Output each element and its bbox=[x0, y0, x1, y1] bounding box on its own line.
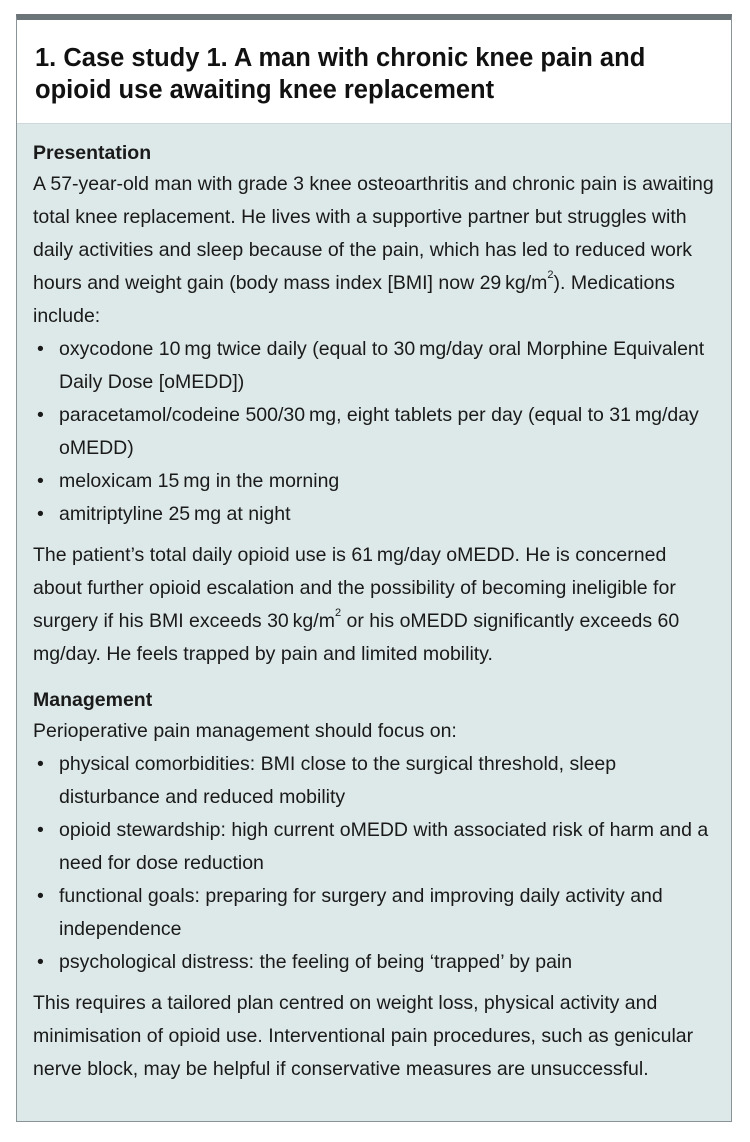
presentation-intro-text: A 57-year-old man with grade 3 knee osteoarthritis and chronic pain is awaiting total knee replacement. He lives with a supportive partner but struggles with daily activities and sleep because of the pain, which has led to reduced work hours and weight gain (body mass index [BMI] now 29 kg/m bbox=[33, 173, 714, 294]
presentation-intro bbox=[33, 168, 715, 333]
presentation-summary bbox=[33, 539, 715, 671]
presentation-summary-text: The patient’s total daily opioid use is 61 mg/day oMEDD. He is concerned about further opioid escalation and the possibility of becoming ineligible for surgery if his BMI exceeds 30 kg/m bbox=[33, 544, 676, 632]
management-list bbox=[33, 748, 715, 979]
management-point-text: functional goals: preparing for surgery and improving daily activity and independence bbox=[59, 885, 663, 940]
bullet: • bbox=[37, 819, 44, 841]
medication-list bbox=[33, 333, 715, 531]
bullet: • bbox=[37, 885, 44, 907]
management-intro: Perioperative pain management should focus on: bbox=[33, 720, 457, 742]
management-point-text: physical comorbidities: BMI close to the surgical threshold, sleep disturbance and reduced mobility bbox=[59, 753, 617, 808]
list-item bbox=[33, 399, 715, 465]
case-study-content bbox=[17, 124, 731, 1086]
management-point-text: opioid stewardship: high current oMEDD with associated risk of harm and a need for dose reduction bbox=[59, 819, 709, 874]
presentation-intro-end: ). Medications include: bbox=[33, 272, 675, 327]
medication-text: oxycodone 10 mg twice daily (equal to 30 mg/day oral Morphine Equivalent Daily Dose [oMEDD]) bbox=[59, 338, 705, 393]
list-item bbox=[33, 748, 715, 814]
medication-text: meloxicam 15 mg in the morning bbox=[59, 470, 340, 492]
list-item bbox=[33, 814, 715, 880]
superscript: 2 bbox=[547, 269, 554, 281]
bullet: • bbox=[37, 951, 44, 973]
list-item bbox=[33, 333, 715, 399]
list-item bbox=[33, 498, 715, 531]
bullet: • bbox=[37, 470, 44, 492]
superscript: 2 bbox=[334, 607, 342, 619]
list-item bbox=[33, 465, 715, 498]
medication-text: amitriptyline 25 mg at night bbox=[59, 503, 291, 525]
case-study-box bbox=[16, 14, 732, 1122]
list-item bbox=[33, 946, 715, 979]
bullet: • bbox=[37, 404, 44, 426]
management-point-text: psychological distress: the feeling of being ‘trapped’ by pain bbox=[59, 951, 573, 973]
presentation-summary-end: or his oMEDD significantly exceeds 60 mg/day. He feels trapped by pain and limited mobility. bbox=[33, 610, 684, 665]
bullet: • bbox=[37, 503, 44, 525]
title-bar bbox=[17, 20, 731, 124]
management-conclusion: This requires a tailored plan centred on weight loss, physical activity and minimisation of opioid use. Interventional pain procedures, such as genicular nerve block, may be helpful if conservative measures are unsuccessful. bbox=[33, 992, 694, 1080]
presentation-heading: Presentation bbox=[33, 142, 152, 164]
bullet: • bbox=[37, 753, 44, 775]
case-study-title: 1. Case study 1. A man with chronic knee pain and opioid use awaiting knee replacement bbox=[35, 44, 646, 104]
list-item bbox=[33, 880, 715, 946]
bullet: • bbox=[37, 338, 44, 360]
medication-text: paracetamol/codeine 500/30 mg, eight tablets per day (equal to 31 mg/day oMEDD) bbox=[59, 404, 699, 459]
management-heading: Management bbox=[33, 689, 153, 711]
